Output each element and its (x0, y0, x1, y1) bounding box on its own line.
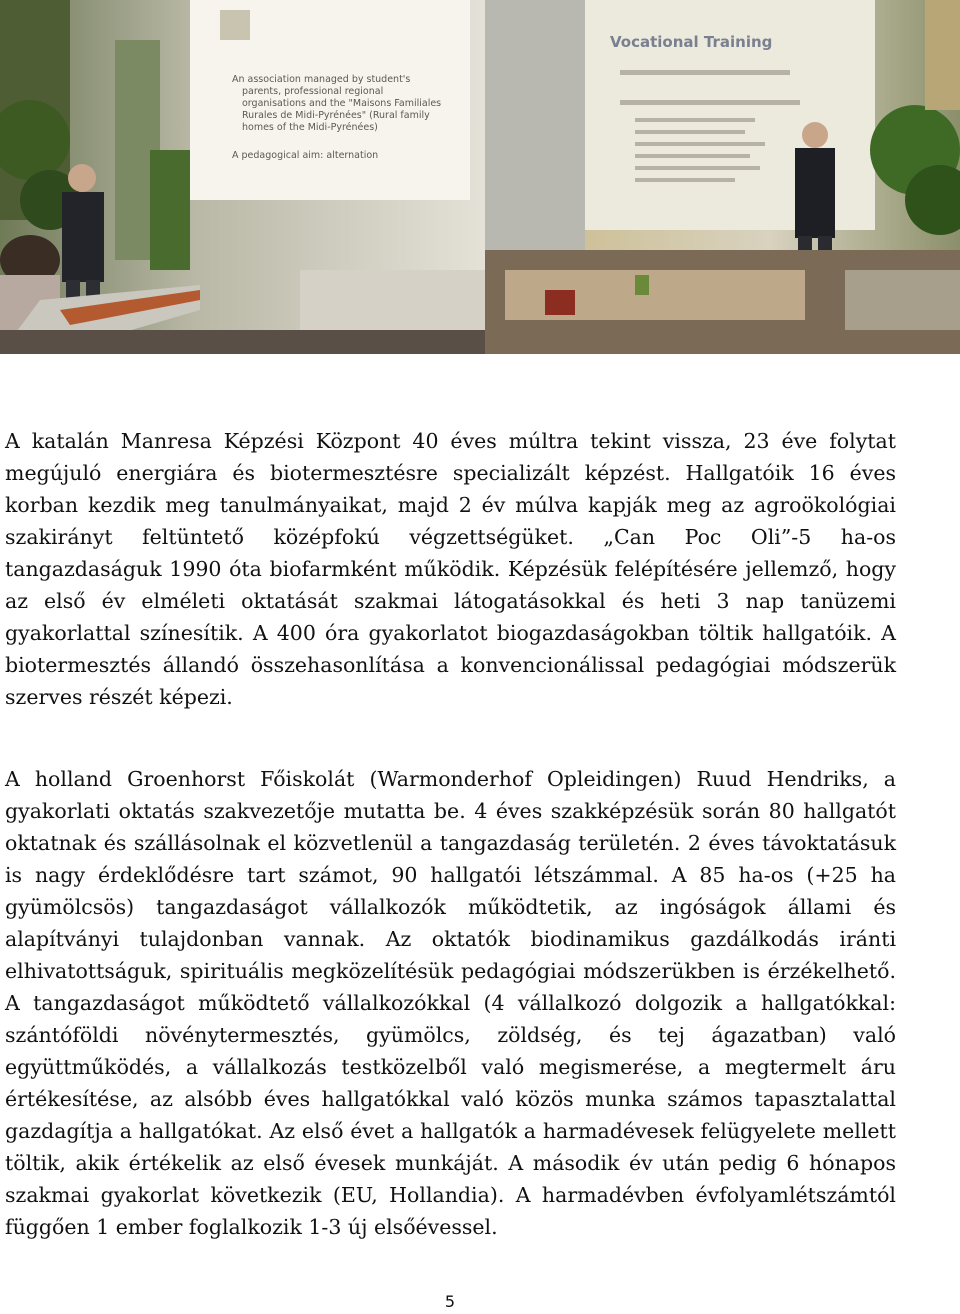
photo-left-presentation (0, 0, 485, 354)
photo-left-image (0, 0, 485, 354)
paragraph-groenhorst (5, 763, 896, 1243)
page-number: 5 (444, 1292, 456, 1311)
slide-line-5: homes of the Midi-Pyrénées) (242, 122, 378, 133)
slide-title: Vocational Training (610, 33, 773, 51)
slide-line-4: Rurales de Midi-Pyrénées" (Rural family (242, 110, 430, 121)
slide-line-6: A pedagogical aim: alternation (232, 150, 379, 161)
paragraph-1-text: A katalán Manresa Képzési Központ 40 éves múltra tekint vissza, 23 éve folytat megújuló energiára és biotermesztésre specializált képzést. Hallgatóik 16 éves korban kezdik meg tanulmányaikat, majd 2 év múlva kapják meg az agroökológiai szakirányt feltüntető középfokú végzettségüket. „Can Poc Oli”-5 ha-os tangazdaságuk 1990 óta biofarmként működik. Képzésük felépítésére jellemző, hogy az első év elméleti oktatását szakmai látogatásokkal és heti 3 nap tanüzemi gyakorlattal színesítik. A 400 óra gyakorlatot biogazdaságokban töltik hallgatóik. A biotermesztés állandó összehasonlítása a konvencionálissal pedagógiai módszerük szerves részét képezi. (5, 429, 896, 709)
photo-right-image (485, 0, 960, 354)
photo-right-presentation (485, 0, 960, 354)
slide-line-1: An association managed by student's (232, 74, 411, 85)
slide-line-3: organisations and the "Maisons Familiales (242, 98, 442, 109)
paragraph-2-text: A holland Groenhorst Főiskolát (Warmonderhof Opleidingen) Ruud Hendriks, a gyakorlati oktatás szakvezetője mutatta be. 4 éves szakképzésük során 80 hallgatót oktatnak és szállásolnak el közvetlenül a tangazdaság területén. 2 éves távoktatásuk is nagy érdeklődésre tart számot, 90 hallgatói létszámmal. A 85 ha-os (+25 ha gyümölcsös) tangazdaságot vállalkozók működtetik, az ingóságok állami és alapítványi tulajdonban vannak. Az oktatók biodinamikus gazdálkodás iránti elhivatottságuk, spirituális megközelítésük pedagógiai módszerükben is érzékelhető. A tangazdaságot működtető vállalkozókkal (4 vállalkozó dolgozik a hallgatókkal: szántóföldi növénytermesztés, gyümölcs, zöldség, és tej ágazatban) való együttműködés, a vállalkozás testközelből való megismerése, a megtermelt áru értékesítése, az alsóbb éves hallgatókkal való közös munka számos tapasztalattal gazdagítja a hallgatókat. Az első évet a hallgatók a harmadévesek felügyelete mellett töltik, akik értékelik az első évesek munkáját. A második év után pedig 6 hónapos szakmai gyakorlat következik (EU, Hollandia). A harmadévben évfolyamlétszámtól függően 1 ember foglalkozik 1-3 új elsőévessel. (5, 767, 896, 1239)
slide-line-2: parents, professional regional (242, 86, 384, 97)
paragraph-manresa (5, 425, 896, 713)
